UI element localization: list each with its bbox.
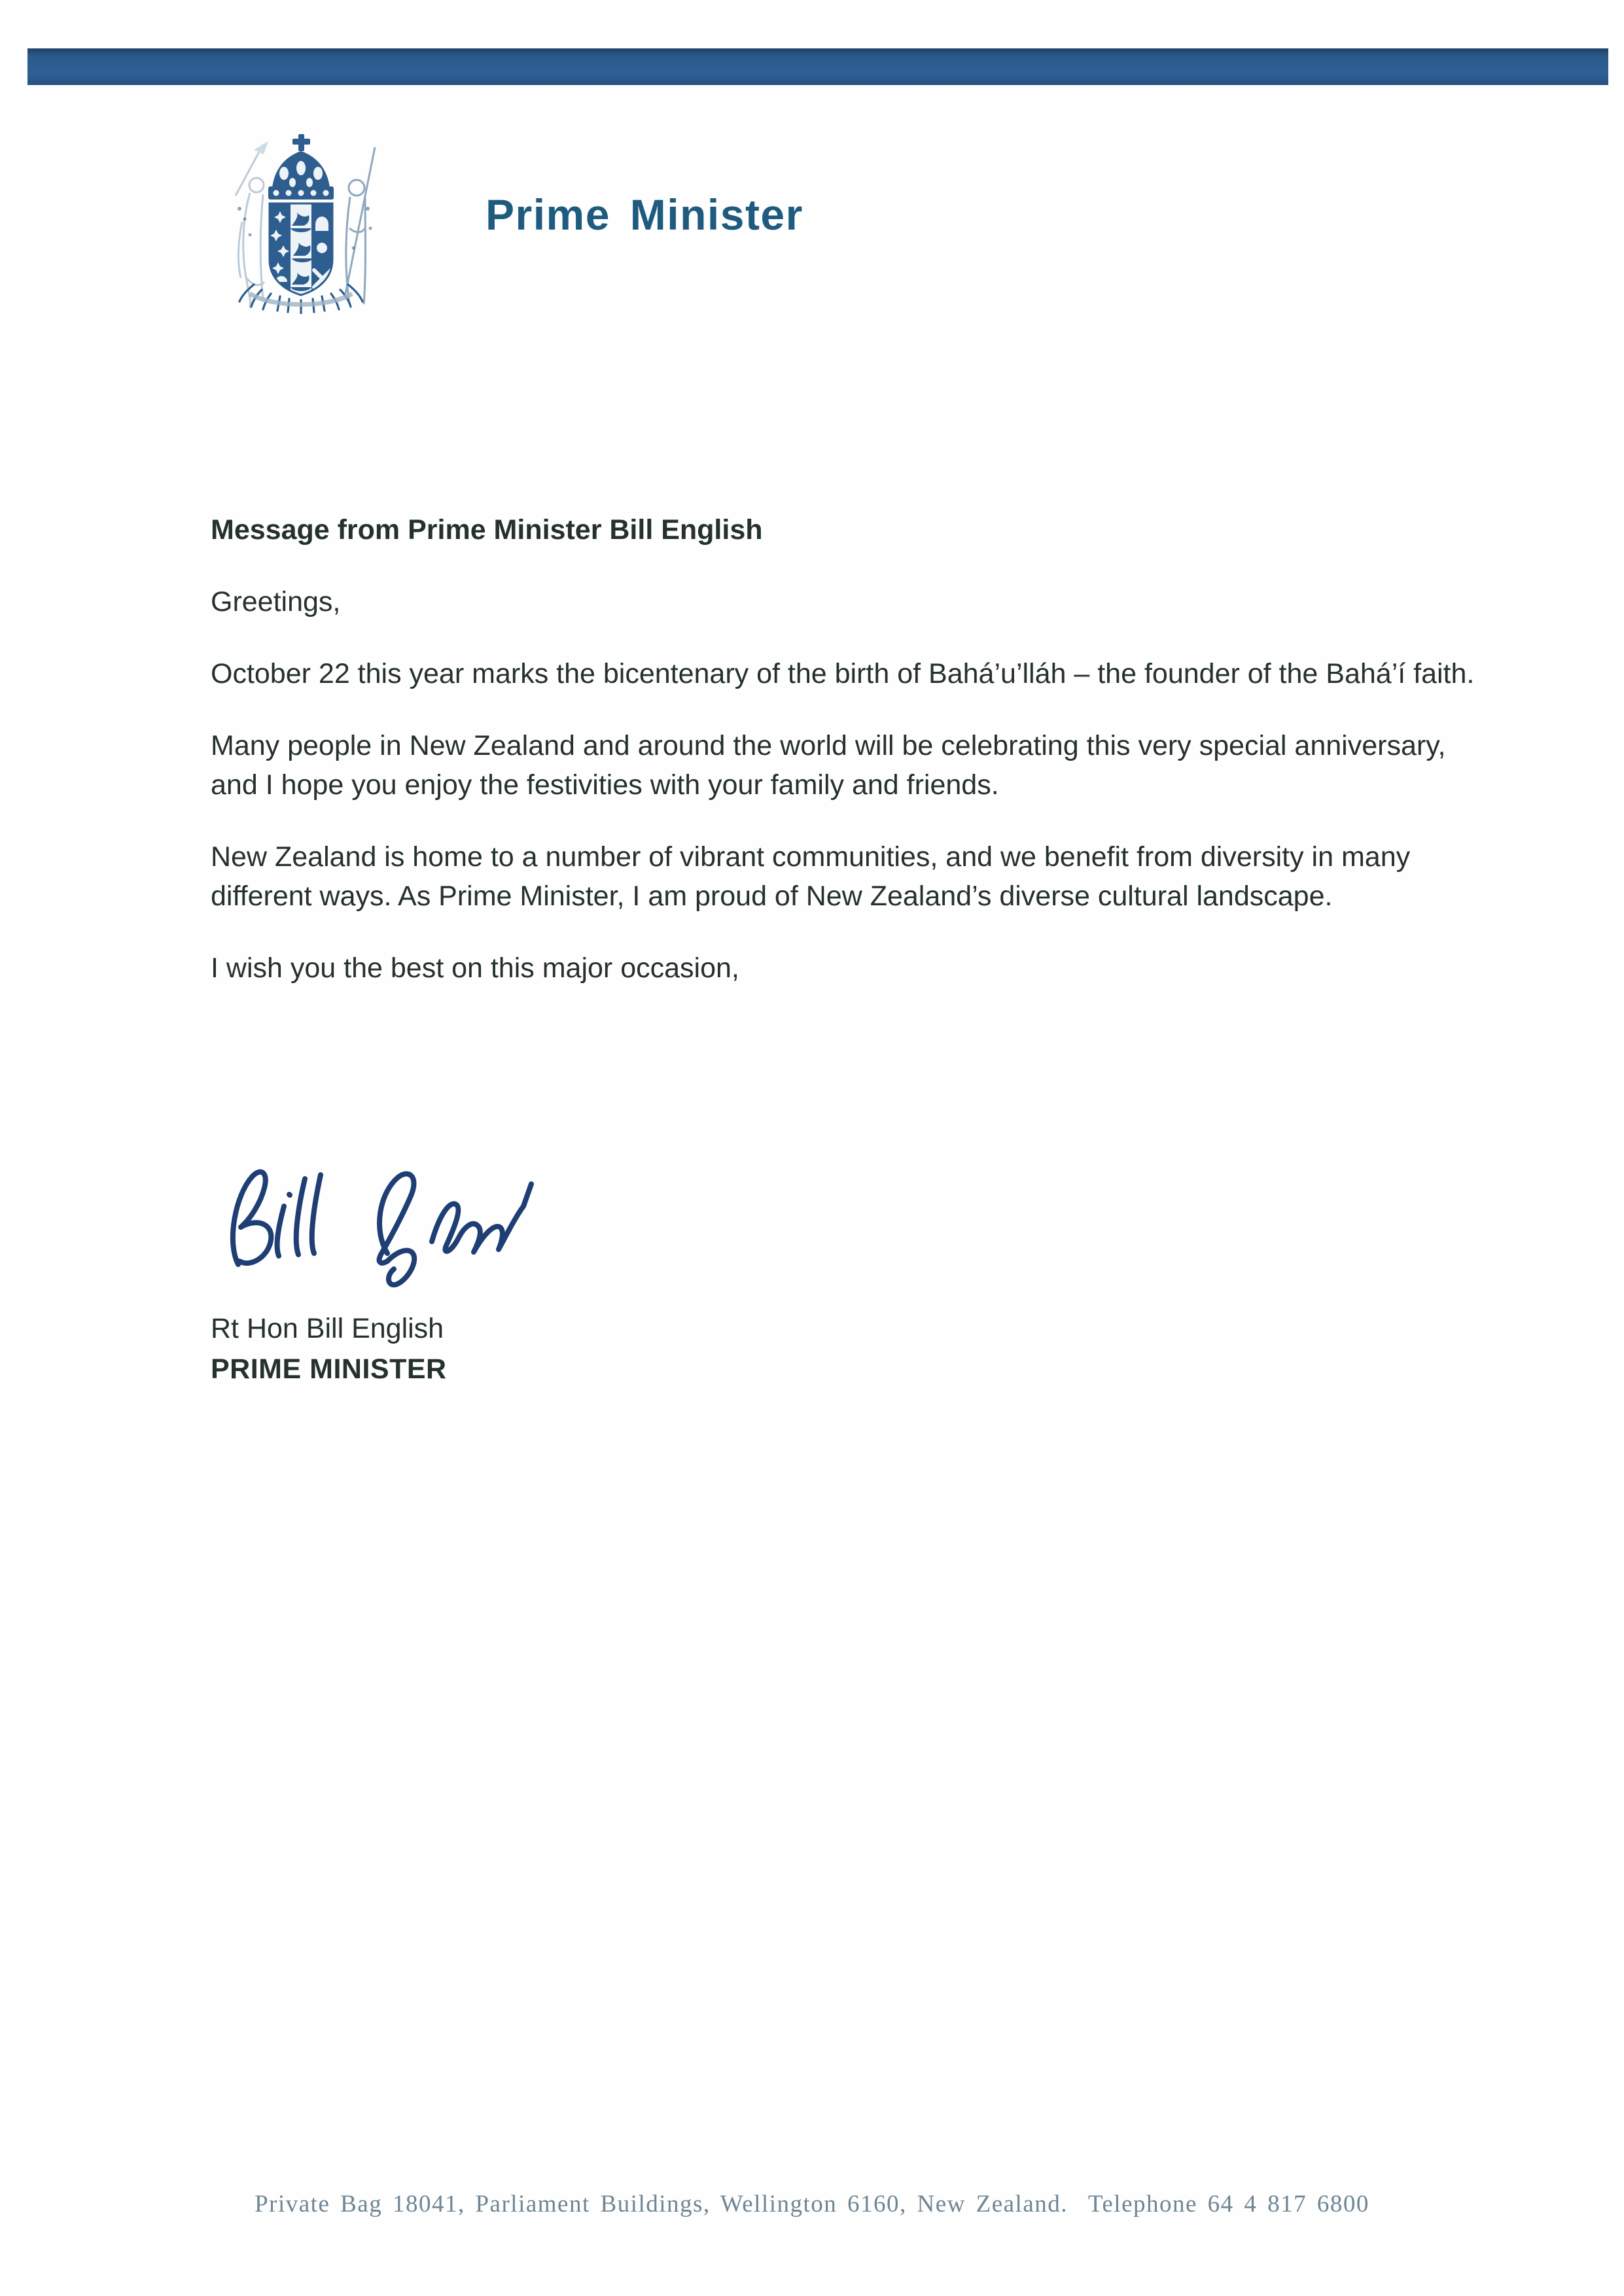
letterhead-top-bar [27, 48, 1608, 85]
signer-title: PRIME MINISTER [211, 1353, 447, 1385]
letter-body [211, 510, 1493, 1020]
footer-address: Private Bag 18041, Parliament Buildings, Wellington 6160, New Zealand. Telephone 64 4 817 6800 [255, 2191, 1369, 2218]
closing-line: I wish you the best on this major occasion, [211, 952, 739, 984]
flag-icon [254, 141, 268, 154]
signer-name: Rt Hon Bill English [211, 1313, 444, 1344]
letterhead-title: Prime Minister [485, 190, 803, 239]
paragraph-3: New Zealand is home to a number of vibrant communities, and we benefit from diversity in many different ways. As Prime Minister, I am proud of New Zealand’s diverse cultural landscape. [211, 841, 1411, 912]
salutation: Greetings, [211, 586, 341, 617]
handwritten-signature [216, 1143, 543, 1294]
signature-block [211, 1308, 447, 1389]
message-heading: Message from Prime Minister Bill English [211, 514, 763, 546]
nz-coat-of-arms-icon [216, 130, 386, 314]
paragraph-2: Many people in New Zealand and around the world will be celebrating this very special anniversary, and I hope you enjoy the festivities with your family and friends. [211, 730, 1446, 801]
paragraph-1: October 22 this year marks the bicentenary of the birth of Bahá’u’lláh – the founder of the Bahá’í faith. [211, 658, 1475, 689]
